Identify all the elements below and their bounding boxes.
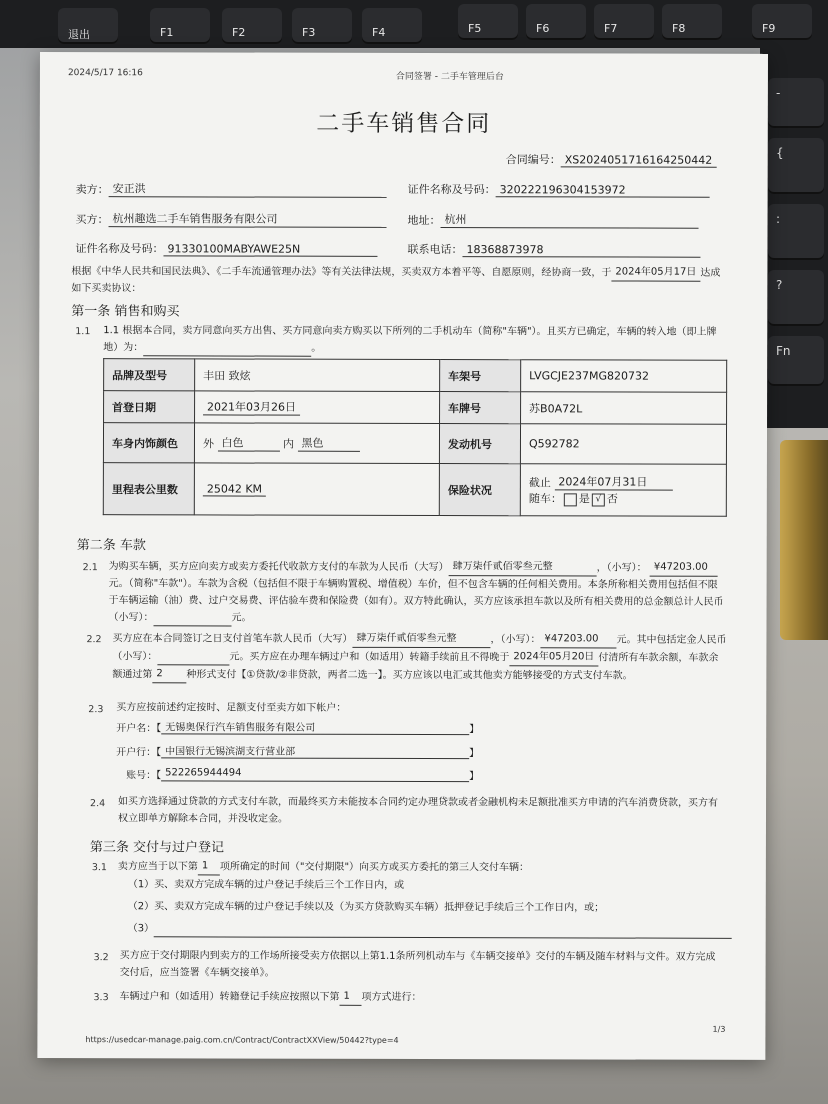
- checkbox-yes[interactable]: [564, 493, 577, 506]
- print-datetime: 2024/5/17 16:16: [67, 68, 143, 79]
- price-lower: ¥47203.00: [650, 559, 718, 577]
- checkbox-no[interactable]: √: [592, 493, 605, 506]
- clause-1-1-text: 1.1 根据本合同，卖方同意向买方出售、买方同意向卖方购买以下所列的二手机动车（简称"车辆"）。且买方已确定，车辆的转入地（即上牌地）为： 。: [103, 322, 727, 358]
- clause-2-4-number: 2.4: [90, 798, 106, 810]
- clause-2-3-number: 2.3: [88, 704, 104, 716]
- payment-way: 2: [152, 665, 186, 683]
- clause-2-1-number: 2.1: [82, 562, 98, 574]
- account-bank: 中国银行无锡滨湖支行营业部: [161, 742, 469, 759]
- delivery-option-2: （2）买、卖双方完成车辆的过户登记手续以及（为买方贷款购买车辆）抵押登记手续后三个工作日内，或；: [127, 901, 605, 914]
- clause-2-1-text: 为购买车辆，买方应向卖方或卖方委托代收款方支付的车款为人民币（大写） 肆万柒仟贰佰零叁元整 ，（小写）： ¥47203.00元。（简称"车款"）。车款为含税（包括但不限于车辆购置税、增值税）车价，但不包含车辆的任何相关费用。本条所称相关费用包括但不限于车辆运输（油）费、过户交易费、评估验车费和保险费（如有）。双方特此确认，买方应该承担车款以及所有相关费用的总金额总计人民币（小写）： 元。: [108, 557, 726, 628]
- print-url: https://usedcar-manage.paig.com.cn/Contract/ContractXXView/50442?type=4: [85, 1035, 399, 1045]
- key-colon: :: [768, 204, 824, 260]
- key-minus: -: [768, 78, 824, 128]
- clause-3-3-number: 3.3: [93, 992, 109, 1004]
- account-name-row: 开户名：【 无锡奥保行汽车销售服务有限公司 】: [116, 718, 479, 735]
- plate-value: 苏B0A72L: [521, 392, 727, 425]
- buyer-name: 杭州趣选二手车销售服务有限公司: [109, 210, 387, 228]
- key-f3: F3: [292, 8, 352, 44]
- contract-number: 合同编号： XS2024051716164250442: [506, 151, 717, 168]
- intro-paragraph: 根据《中华人民共和国民法典》、《二手车流通管理办法》等有关法律法规，买卖双方本着平等、自愿原则，经协商一致，于 2024年05月17日 达成如下买卖协议：: [71, 262, 727, 299]
- keyboard: [0, 0, 828, 48]
- account-number-row: 账号：【 522265944494 】: [126, 767, 480, 783]
- contract-paper: [37, 52, 768, 1060]
- account-bank-row: 开户行：【 中国银行无锡滨湖支行营业部 】: [116, 742, 479, 759]
- price-upper: 肆万柒仟贰佰零叁元整: [449, 558, 597, 576]
- delivery-option-1: （1）买、卖双方完成车辆的过户登记手续后三个工作日内，或: [127, 879, 405, 891]
- clause-3-1-number: 3.1: [91, 862, 107, 874]
- clause-3-2-text: 买方应于交付期限内到卖方的工作场所接受卖方依据以上第1.1条所列机动车与《车辆交接单》交付的车辆及随车材料与文件。双方完成交付后，应当签署《车辆交接单》。: [119, 950, 716, 979]
- deposit-amount: [157, 651, 229, 665]
- clause-3-2-number: 3.2: [93, 952, 109, 964]
- key-f2: F2: [222, 8, 282, 44]
- delivery-choice: 1: [198, 857, 220, 875]
- brand-label: 品牌及型号: [104, 359, 195, 391]
- engine-value: Q592782: [520, 424, 726, 465]
- key-f6: F6: [526, 4, 586, 40]
- key-brace: {: [768, 138, 824, 194]
- vin-value: LVGCJE237MG820732: [521, 360, 727, 393]
- total-amount: [153, 612, 231, 626]
- address-value: 杭州: [441, 211, 699, 229]
- phone-value: 18368873978: [462, 243, 700, 258]
- key-question: ?: [768, 270, 824, 326]
- mileage-value: 25042 KM: [194, 463, 439, 516]
- print-page-title: 合同签署 - 二手车管理后台: [395, 71, 504, 83]
- key-esc: 退出: [58, 8, 118, 44]
- delivery-option-3-blank: [154, 923, 732, 939]
- account-name: 无锡奥保行汽车销售服务有限公司: [161, 718, 469, 735]
- delivery-option-3: （3）: [128, 920, 732, 939]
- buyer-row: 买方： 杭州趣选二手车销售服务有限公司: [76, 210, 387, 228]
- vehicle-table: [103, 358, 727, 517]
- color-value: 外 白色 内 黑色: [194, 423, 439, 464]
- key-fn: Fn: [768, 336, 824, 386]
- keyboard-side: [760, 48, 828, 428]
- key-f8: F8: [662, 4, 722, 40]
- key-f4: F4: [362, 8, 422, 44]
- key-f5: F5: [458, 4, 518, 40]
- key-f9: F9: [752, 4, 812, 40]
- seller-id: 320222196304153972: [496, 183, 710, 198]
- mileage-label: 里程表公里数: [103, 463, 194, 515]
- article2-title: 第二条 车款: [76, 538, 146, 554]
- seller-name: 安正洪: [109, 180, 387, 198]
- first-payment-upper: 肆万柒仟贰佰零叁元整: [352, 630, 490, 648]
- reg-date-value: 2021年03月26日: [195, 391, 440, 424]
- key-f7: F7: [594, 4, 654, 40]
- brand-value: 丰田 致炫: [195, 359, 440, 392]
- page-number: 1/3: [712, 1024, 726, 1034]
- gold-box: [780, 440, 828, 640]
- clause-2-2-text: 买方应在本合同签订之日支付首笔车款人民币（大写） 肆万柒仟贰佰零叁元整 ，（小写）： ¥47203.00 元。其中包括定金人民币（小写）： 元。买方应在办理车辆过户和（如适用）转籍手续前且不得晚于 2024年05月20日 付清所有车款余额，车款余额通过第 2 种形式支付【①贷款/②非贷款，两者二选一】。买方应该以电汇或其他卖方能够接受的方式支付车款。: [112, 629, 726, 685]
- registration-place: [143, 342, 311, 356]
- account-number: 522265944494: [161, 767, 469, 782]
- article1-title: 第一条 销售和购买: [71, 304, 180, 320]
- article3-title: 第三条 交付与过户登记: [89, 840, 225, 856]
- first-payment-lower: ¥47203.00: [540, 630, 616, 648]
- clause-3-3-text: 车辆过户和（如适用）转籍登记手续应按照以下第 1 项方式进行：: [120, 987, 422, 1006]
- color-label: 车身内饰颜色: [103, 423, 194, 463]
- insurance-label: 保险状况: [439, 464, 520, 516]
- balance-deadline: 2024年05月20日: [509, 648, 598, 666]
- buyer-id-row: 证件名称及号码： 91330100MABYAWE25N: [75, 240, 377, 257]
- inner-color: 黑色: [297, 435, 359, 452]
- clause-2-3-text: 买方应按前述约定按时、足额支付至卖方如下帐户：: [116, 702, 347, 714]
- transfer-choice: 1: [340, 988, 362, 1006]
- buyer-id: 91330100MABYAWE25N: [163, 242, 377, 257]
- seller-row: 卖方： 安正洪: [76, 180, 387, 198]
- address-row: 地址： 杭州: [408, 211, 699, 229]
- clause-2-4-text: 如买方选择通过贷款的方式支付车款，而最终买方未能按本合同约定办理贷款或者金融机构未足额批准买方申请的汽车消费贷款，买方有权立即单方解除本合同，并没收定金。: [117, 796, 719, 825]
- reg-date-label: 首登日期: [104, 391, 195, 423]
- phone-row: 联系电话： 18368873978: [407, 241, 700, 258]
- outer-color: 白色: [217, 434, 279, 451]
- contract-title: 二手车销售合同: [316, 110, 492, 138]
- clause-3-1-text: 卖方应当于以下第 1 项所确定的时间（"交付期限"）向买方或买方委托的第三人交付车辆：: [118, 857, 529, 876]
- contract-number-value: XS2024051716164250442: [561, 153, 717, 167]
- engine-label: 发动机号: [439, 424, 520, 464]
- insurance-value: 截止 2024年07月31日 随车： 是 √ 否: [520, 464, 726, 517]
- insurance-until: 2024年07月31日: [554, 473, 672, 490]
- plate-label: 车牌号: [440, 392, 521, 424]
- vin-label: 车架号: [440, 360, 521, 392]
- clause-2-2-number: 2.2: [86, 634, 102, 646]
- seller-id-row: 证件名称及号码： 320222196304153972: [408, 181, 710, 198]
- intro-date: 2024年05月17日: [611, 263, 700, 281]
- clause-1-1-number: 1.1: [75, 326, 91, 338]
- key-f1: F1: [150, 8, 210, 44]
